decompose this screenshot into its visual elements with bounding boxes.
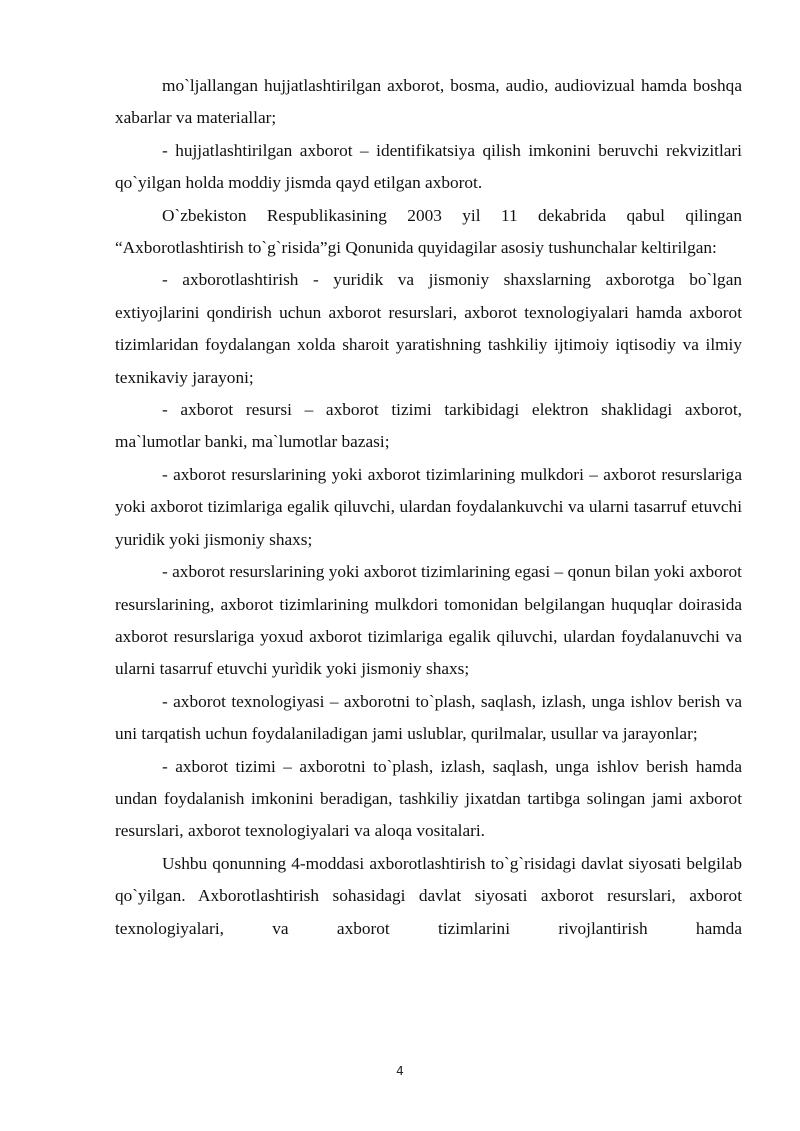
page-number: 4 — [396, 1064, 404, 1078]
paragraph: O`zbekiston Respublikasining 2003 yil 11 dekabrida qabul qilingan “Axborotlashtirish to`g`risida”gi Qonunida quyidagilar asosiy tushunchalar keltirilgan: — [115, 205, 742, 258]
paragraph: - axborotlashtirish - yuridik va jismoniy shaxslarning axborotga bo`lgan extiyojlarini qondirish uchun axborot resurslari, axborot texnologiyalari hamda axborot tizimlaridan foydalangan xolda sharoit yaratishning tashkiliy ijtimoiy iqtisodiy va ilmiy texnikaviy jarayoni; — [115, 270, 742, 387]
paragraph: - axborot resursi – axborot tizimi tarkibidagi elektron shaklidagi axborot, ma`lumotlar banki, ma`lumotlar bazasi; — [115, 400, 742, 452]
paragraph: - axborot resurslarining yoki axborot tizimlarining mulkdori – axborot resurslariga yoki axborot tizimlariga egalik qiluvchi, ulardan foydalankuvchi va ularni tasarruf etuvchi yuridik yoki jismoniy shaxs; — [115, 464, 742, 549]
paragraph: - axborot resurslarining yoki axborot tizimlarining egasi – qonun bilan yoki axborot resurslarining, axborot tizimlarining mulkdori tomonidan belgilangan huquqlar doirasida axborot resurslariga yoxud axborot tizimlariga egalik qiluvchi, ulardan foydalanuvchi va ularni tasarruf etuvchi yurìdik yoki jismoniy shaxs; — [115, 562, 742, 679]
paragraph: - axborot tizimi – axborotni to`plash, izlash, saqlash, unga ishlov berish hamda undan foydalanish imkonini beradigan, tashkiliy jixatdan tartibga solingan jami axborot resurslari, axborot texnologiyalari va aloqa vositalari. — [115, 756, 742, 841]
paragraph: mo`ljallangan hujjatlashtirilgan axborot, bosma, audio, audiovizual hamda boshqa xabarlar va materiallar; — [115, 76, 742, 128]
document-page — [115, 70, 742, 945]
paragraph: Ushbu qonunning 4-moddasi axborotlashtirish to`g`risidagi davlat siyosati belgilab qo`yilgan. Axborotlashtirish sohasidagi davlat siyosati axborot resurslari, axborot texnologiyalari, va axborot tizimlarini rivojlantirish hamda — [115, 853, 742, 938]
paragraph: - hujjatlashtirilgan axborot – identifikatsiya qilish imkonini beruvchi rekvizitlari qo`yilgan holda moddiy jismda qayd etilgan axborot. — [115, 140, 742, 193]
paragraph: - axborot texnologiyasi – axborotni to`plash, saqlash, izlash, unga ishlov berish va uni tarqatish uchun foydalaniladigan jami uslublar, qurilmalar, usullar va jarayonlar; — [115, 691, 742, 744]
